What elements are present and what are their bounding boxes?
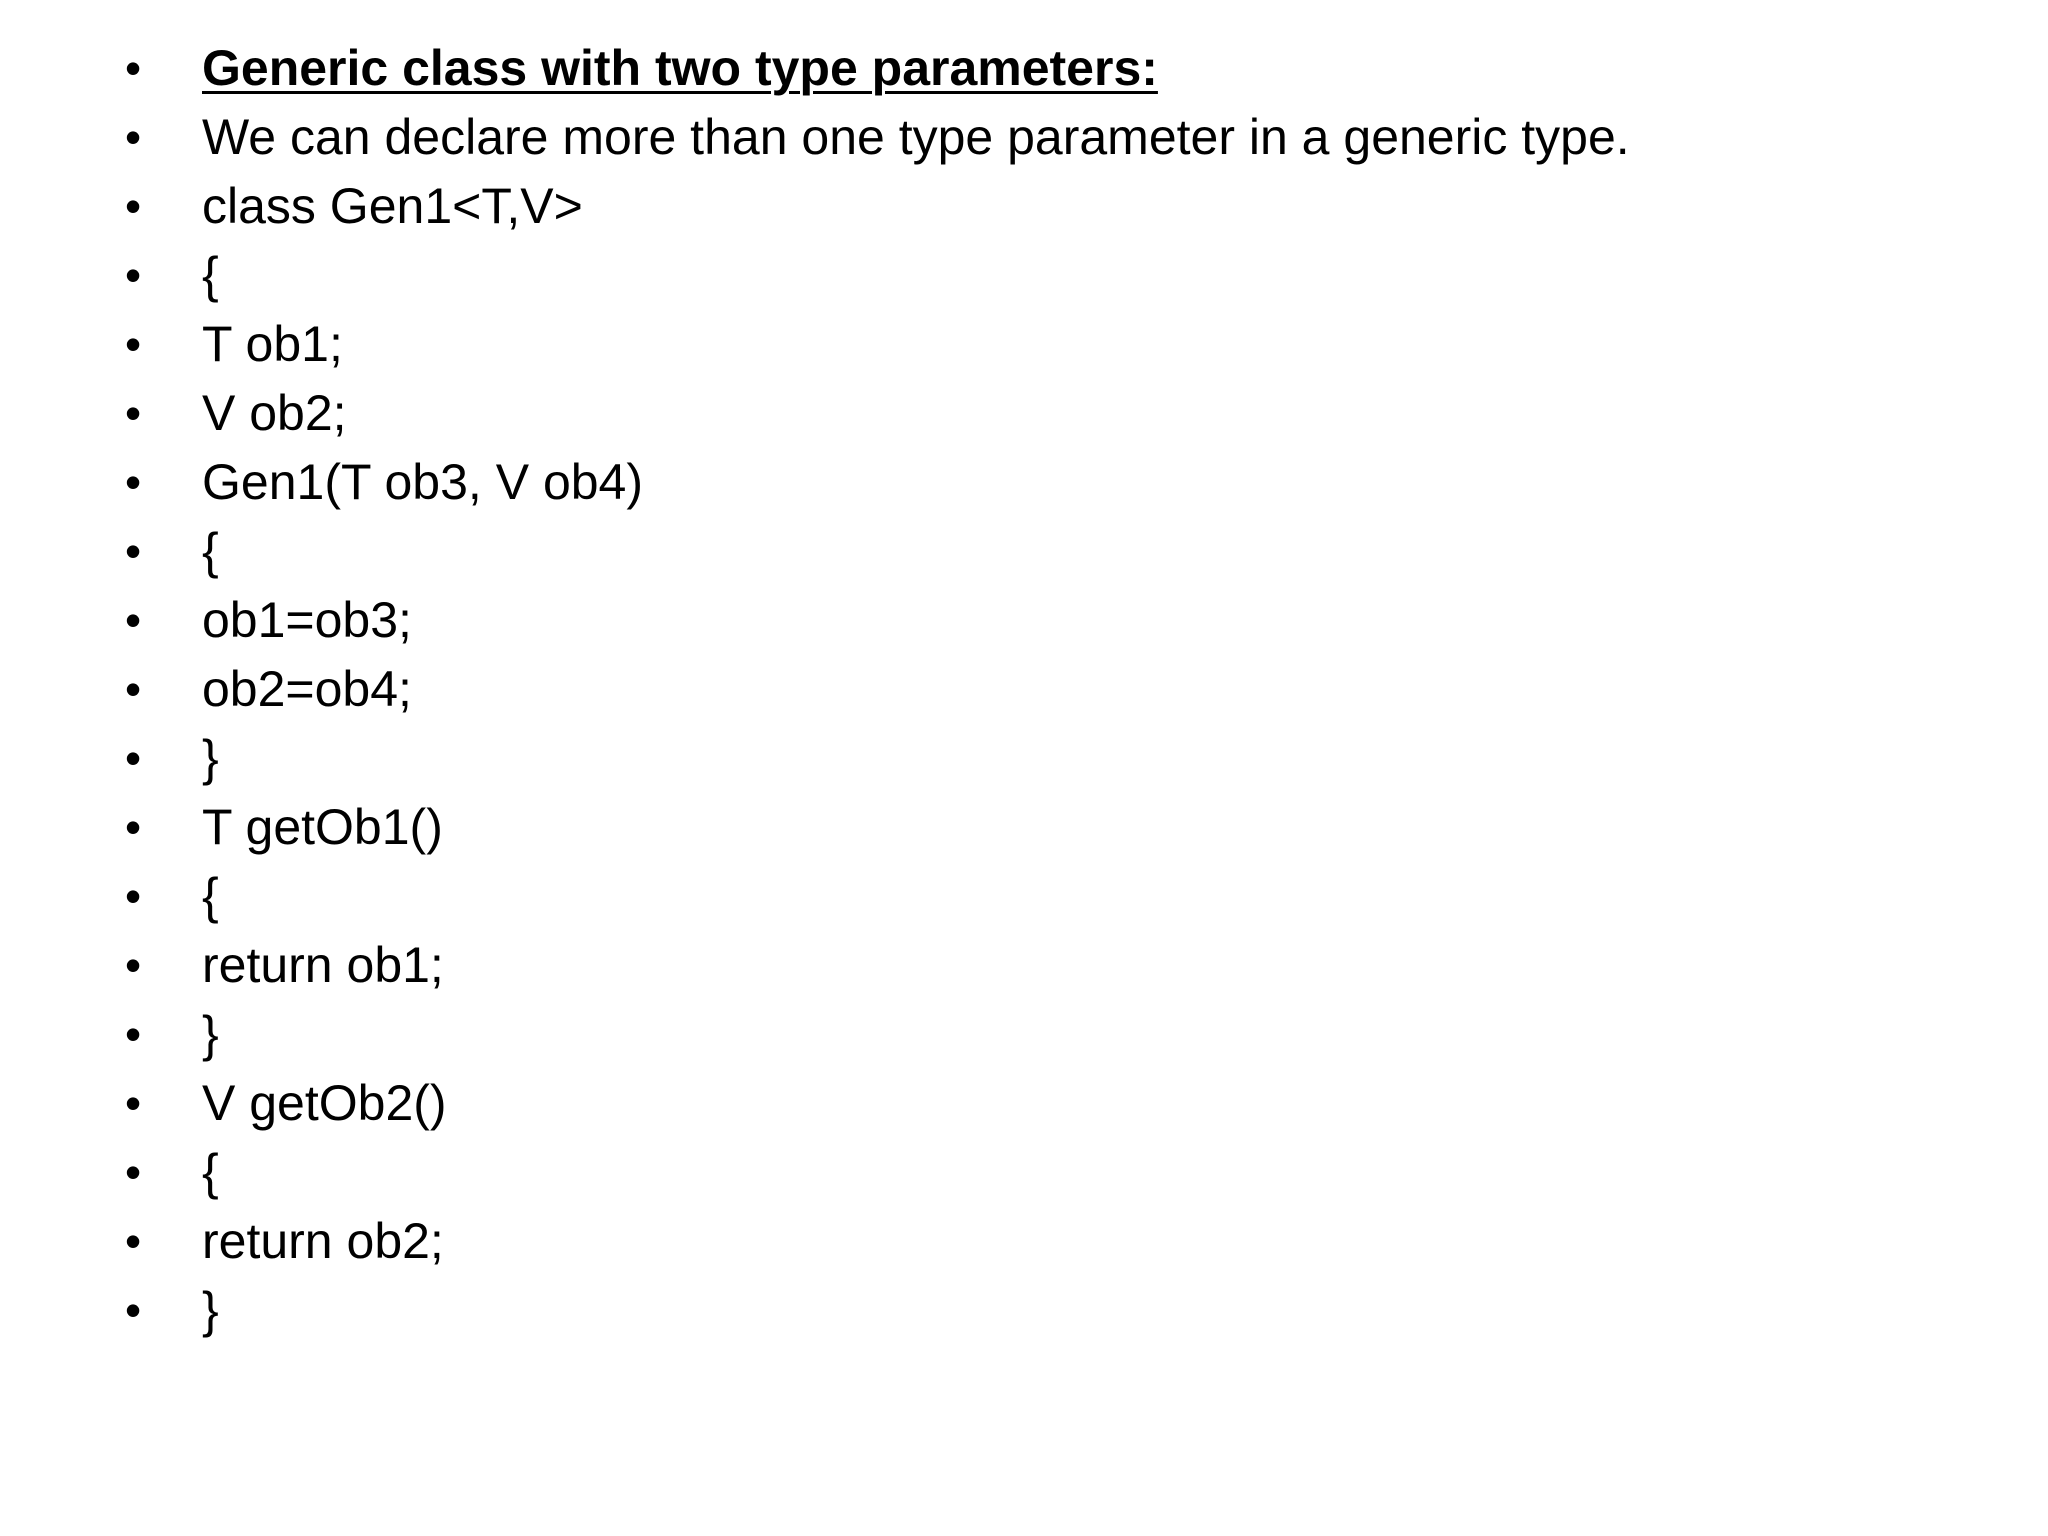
bullet-icon: •: [124, 525, 142, 577]
list-item-text: }: [202, 1282, 219, 1338]
list-item-text: Gen1(T ob3, V ob4): [202, 454, 644, 510]
list-item-text: return ob2;: [202, 1213, 444, 1269]
bullet-icon: •: [124, 870, 142, 922]
list-item-text: {: [202, 523, 219, 579]
list-item-text: V getOb2(): [202, 1075, 447, 1131]
list-item-text: return ob1;: [202, 937, 444, 993]
bullet-icon: •: [124, 594, 142, 646]
bullet-icon: •: [124, 387, 142, 439]
bullet-icon: •: [124, 180, 142, 232]
list-item-text: }: [202, 730, 219, 786]
list-item-text: T getOb1(): [202, 799, 443, 855]
list-item-text: {: [202, 868, 219, 924]
bullet-icon: •: [124, 939, 142, 991]
list-item-text: class Gen1<T,V>: [202, 178, 583, 234]
list-item-text: V ob2;: [202, 385, 347, 441]
list-item-text: T ob1;: [202, 316, 343, 372]
bullet-icon: •: [124, 318, 142, 370]
list-item-text: ob1=ob3;: [202, 592, 412, 648]
list-item-text: {: [202, 247, 219, 303]
list-item-text: We can declare more than one type parameter in a generic type.: [202, 109, 1630, 165]
bullet-icon: •: [124, 1215, 142, 1267]
bullet-icon: •: [124, 1077, 142, 1129]
bullet-icon: •: [124, 249, 142, 301]
bullet-icon: •: [124, 42, 142, 94]
list-item-text: }: [202, 1006, 219, 1062]
bullet-icon: •: [124, 801, 142, 853]
bullet-icon: •: [124, 1008, 142, 1060]
bullet-icon: •: [124, 663, 142, 715]
bullet-icon: •: [124, 1146, 142, 1198]
slide-heading: Generic class with two type parameters:: [202, 40, 1158, 96]
bullet-icon: •: [124, 111, 142, 163]
bullet-icon: •: [124, 456, 142, 508]
bullet-icon: •: [124, 732, 142, 784]
list-item-text: {: [202, 1144, 219, 1200]
bullet-icon: •: [124, 1284, 142, 1336]
list-item-text: ob2=ob4;: [202, 661, 412, 717]
